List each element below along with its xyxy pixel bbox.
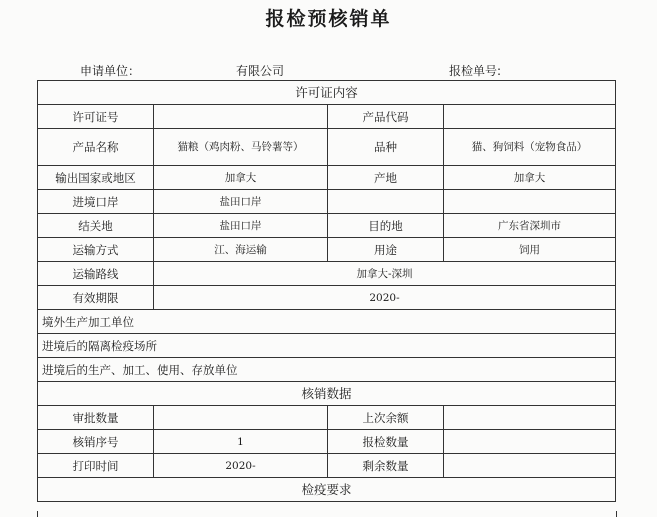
applicant-value: 有限公司 (236, 64, 285, 78)
origin-place-label: 产地 (328, 166, 444, 190)
license-no-label: 许可证号 (38, 105, 154, 129)
entry-port-blank-b (444, 190, 616, 214)
last-balance-value (444, 406, 616, 430)
approved-qty-label: 审批数量 (38, 406, 154, 430)
customs-value: 盐田口岸 (154, 214, 328, 238)
usage-value: 饲用 (444, 238, 616, 262)
approved-qty-value (154, 406, 328, 430)
route-value: 加拿大-深圳 (154, 262, 616, 286)
route-label: 运输路线 (38, 262, 154, 286)
validity-value: 2020- (154, 286, 616, 310)
section-verification-heading: 核销数据 (38, 382, 616, 406)
section-license-heading: 许可证内容 (38, 81, 616, 105)
license-no-value (154, 105, 328, 129)
remaining-qty-value (444, 454, 616, 478)
remaining-qty-label: 剩余数量 (328, 454, 444, 478)
section-quarantine-heading: 检疫要求 (38, 478, 616, 502)
inspect-qty-value (444, 430, 616, 454)
transport-label: 运输方式 (38, 238, 154, 262)
document-title: 报检预核销单 (265, 8, 392, 30)
product-name-label: 产品名称 (38, 129, 154, 166)
origin-country-value: 加拿大 (154, 166, 328, 190)
table-continuation (37, 511, 617, 517)
product-name-value: 猫粮（鸡肉粉、马铃薯等） (154, 129, 328, 166)
seq-value: 1 (154, 430, 328, 454)
destination-label: 目的地 (328, 214, 444, 238)
last-balance-label: 上次余额 (328, 406, 444, 430)
report-no-label: 报检单号: (449, 64, 502, 78)
entry-port-value: 盐田口岸 (154, 190, 328, 214)
variety-label: 品种 (328, 129, 444, 166)
applicant-label: 申请单位： (80, 64, 141, 78)
overseas-producer-label: 境外生产加工单位 (38, 310, 616, 334)
usage-label: 用途 (328, 238, 444, 262)
entry-port-label: 进境口岸 (38, 190, 154, 214)
domestic-unit-label: 进境后的生产、加工、使用、存放单位 (38, 358, 616, 382)
product-code-label: 产品代码 (328, 105, 444, 129)
transport-value: 江、海运输 (154, 238, 328, 262)
print-time-value: 2020- (154, 454, 328, 478)
entry-port-blank-a (328, 190, 444, 214)
quarantine-site-label: 进境后的隔离检疫场所 (38, 334, 616, 358)
verification-form-table (37, 80, 616, 502)
validity-label: 有效期限 (38, 286, 154, 310)
destination-value: 广东省深圳市 (444, 214, 616, 238)
origin-country-label: 输出国家或地区 (38, 166, 154, 190)
customs-label: 结关地 (38, 214, 154, 238)
seq-label: 核销序号 (38, 430, 154, 454)
origin-place-value: 加拿大 (444, 166, 616, 190)
product-code-value (444, 105, 616, 129)
print-time-label: 打印时间 (38, 454, 154, 478)
variety-value: 猫、狗饲料（宠物食品） (444, 129, 616, 166)
inspect-qty-label: 报检数量 (328, 430, 444, 454)
